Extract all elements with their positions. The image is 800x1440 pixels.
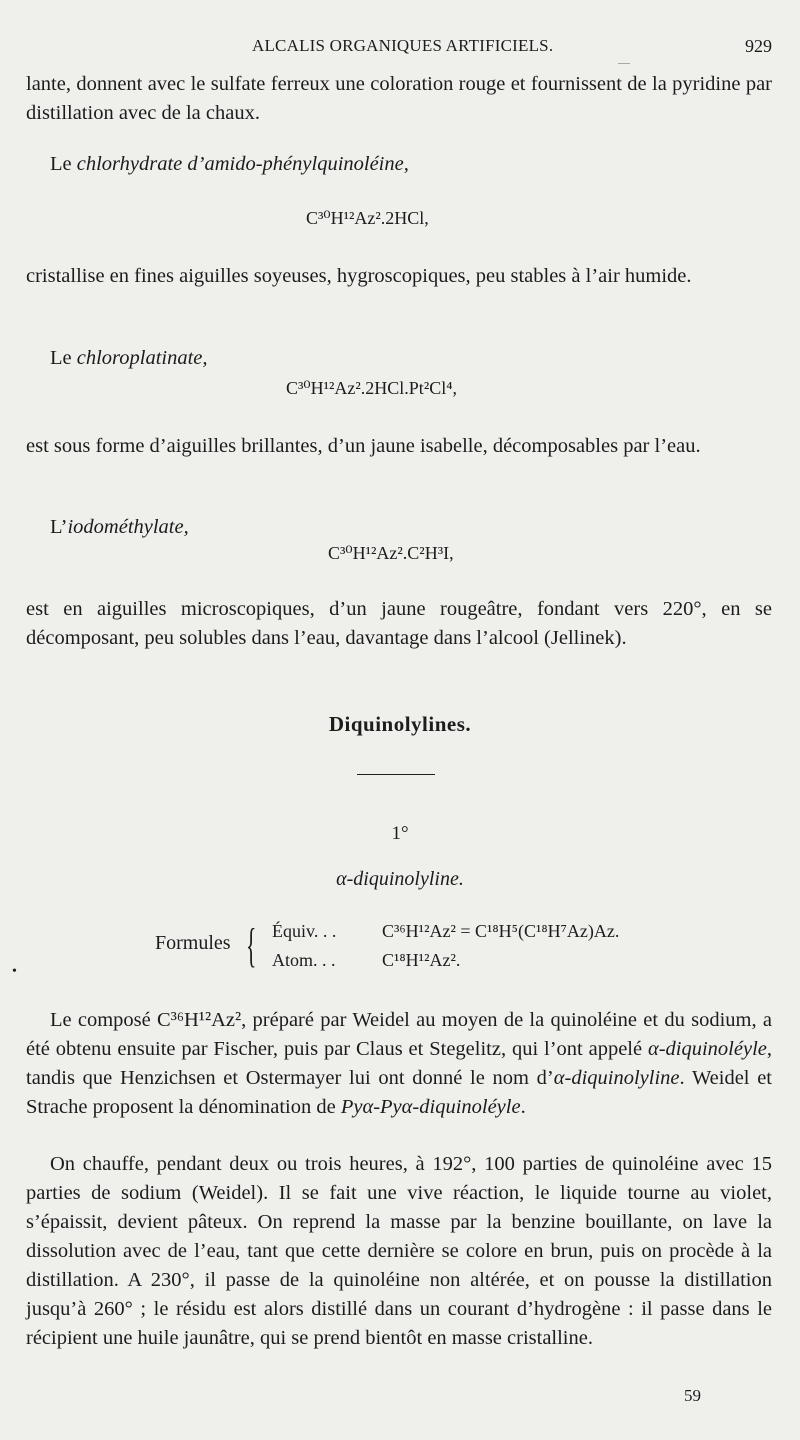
name-diquinolyline: α-diquinolyline <box>553 1067 680 1089</box>
atom-formula: C¹⁸H¹²Az². <box>382 950 461 970</box>
page-header <box>0 36 800 60</box>
paragraph-5-text: est sous forme d’aiguilles brillantes, d’un jaune isabelle, décomposables par l’eau. <box>26 435 701 457</box>
running-title: ALCALIS ORGANIQUES ARTIFICIELS. <box>252 36 554 55</box>
paragraph-9-text: On chauffe, pendant deux ou trois heures, à 192°, 100 parties de quinoléine avec 15 parties de sodium (Weidel). Il se fait une vive réaction, le liquide tourne au violet, s’épaissit, devient pâteux. On reprend la masse par la benzine bouillante, on lave la dissolution avec de l’eau, tant que cette dernière se colore en brun, puis on procède à la distillation. A 230°, il passe de la quinoléine non altérée, et on pousse la distillation jusqu’à 260° ; le résidu est alors distillé dans un courant d’hydrogène : il passe dans le récipient une huile jaunâtre, qui se prend bientôt en masse cristalline. <box>26 1153 772 1349</box>
paragraph-5 <box>26 432 772 461</box>
section-subtitle: α-diquinolyline. <box>336 868 464 890</box>
paragraph-8-part-1: Le composé C³⁶H¹²Az², préparé par Weidel au moyen de la quinoléine et du sodium, a été obtenu ensuite par Fischer, puis par Claus et Stegelitz, qui l’ont appelé <box>26 1009 772 1060</box>
paragraph-7-text: est en aiguilles microscopiques, d’un jaune rougeâtre, fondant vers 220°, en se décomposant, peu solubles dans l’eau, davantage dans l’alcool (Jellinek). <box>26 598 772 649</box>
formula-iodomethylate: C³⁰H¹²Az².C²H³I, <box>328 543 454 563</box>
paragraph-8-part-2: , tandis que Henzichsen et Ostermayer lui ont donné le nom d’ <box>26 1038 772 1089</box>
margin-dot: • <box>12 964 17 979</box>
paragraph-4-lead: Le <box>50 347 77 369</box>
section-rule <box>357 774 435 775</box>
compound-name-chloroplatinate: chloroplatinate, <box>76 347 208 369</box>
paragraph-9 <box>26 1150 772 1353</box>
paragraph-3-text: cristallise en fines aiguilles soyeuses, hygroscopiques, peu stables à l’air humide. <box>26 265 692 287</box>
paragraph-4-text <box>26 344 772 373</box>
compound-name-iodomethylate: iodométhylate, <box>67 516 189 538</box>
paragraph-1 <box>26 70 772 128</box>
section-heading: Diquinolylines. <box>328 712 472 736</box>
paragraph-6-lead: L’ <box>50 516 68 538</box>
equiv-label: Équiv. . . <box>272 921 337 941</box>
paragraph-8 <box>26 1006 772 1122</box>
formulas-label: Formules <box>155 932 231 954</box>
paragraph-8-part-3: . Weidel et Strache proposent la dénomination de <box>26 1067 772 1118</box>
formula-row-atom <box>272 950 460 971</box>
paragraph-8-text <box>26 1006 772 1122</box>
name-diquinoleyle: α-diquinoléyle <box>647 1038 767 1060</box>
margin-dash: — <box>618 55 630 69</box>
equiv-formula: C³⁶H¹²Az² = C¹⁸H⁵(C¹⁸H⁷Az)Az. <box>382 921 620 941</box>
paragraph-8-part-4: . <box>520 1096 526 1118</box>
name-pya-diquinoleyle: Pyα-Pyα-diquinoléyle <box>340 1096 521 1118</box>
paragraph-7 <box>26 595 772 653</box>
paragraph-1-text: lante, donnent avec le sulfate ferreux une coloration rouge et fournissent de la pyridine par distillation avec de la chaux. <box>26 73 772 124</box>
formula-chlorhydrate: C³⁰H¹²Az².2HCl, <box>306 208 429 228</box>
formula-row-equiv <box>272 921 619 942</box>
signature-mark: 59 <box>684 1386 701 1405</box>
atom-label: Atom. . . <box>272 950 336 970</box>
paragraph-6 <box>26 513 772 542</box>
compound-name-chlorhydrate: chlorhydrate d’amido-phénylquinoléine, <box>76 153 409 175</box>
paragraph-2-text <box>26 150 772 179</box>
paragraph-2 <box>26 150 772 179</box>
paragraph-3 <box>26 262 772 291</box>
paragraph-6-text <box>26 513 772 542</box>
brace-symbol: { <box>246 919 257 972</box>
formulas-block <box>155 918 755 978</box>
paragraph-2-lead: Le <box>50 153 77 175</box>
section-number: 1° <box>391 823 409 844</box>
formula-chloroplatinate: C³⁰H¹²Az².2HCl.Pt²Cl⁴, <box>286 378 457 398</box>
paragraph-4 <box>26 344 772 373</box>
page-number: 929 <box>745 36 772 56</box>
